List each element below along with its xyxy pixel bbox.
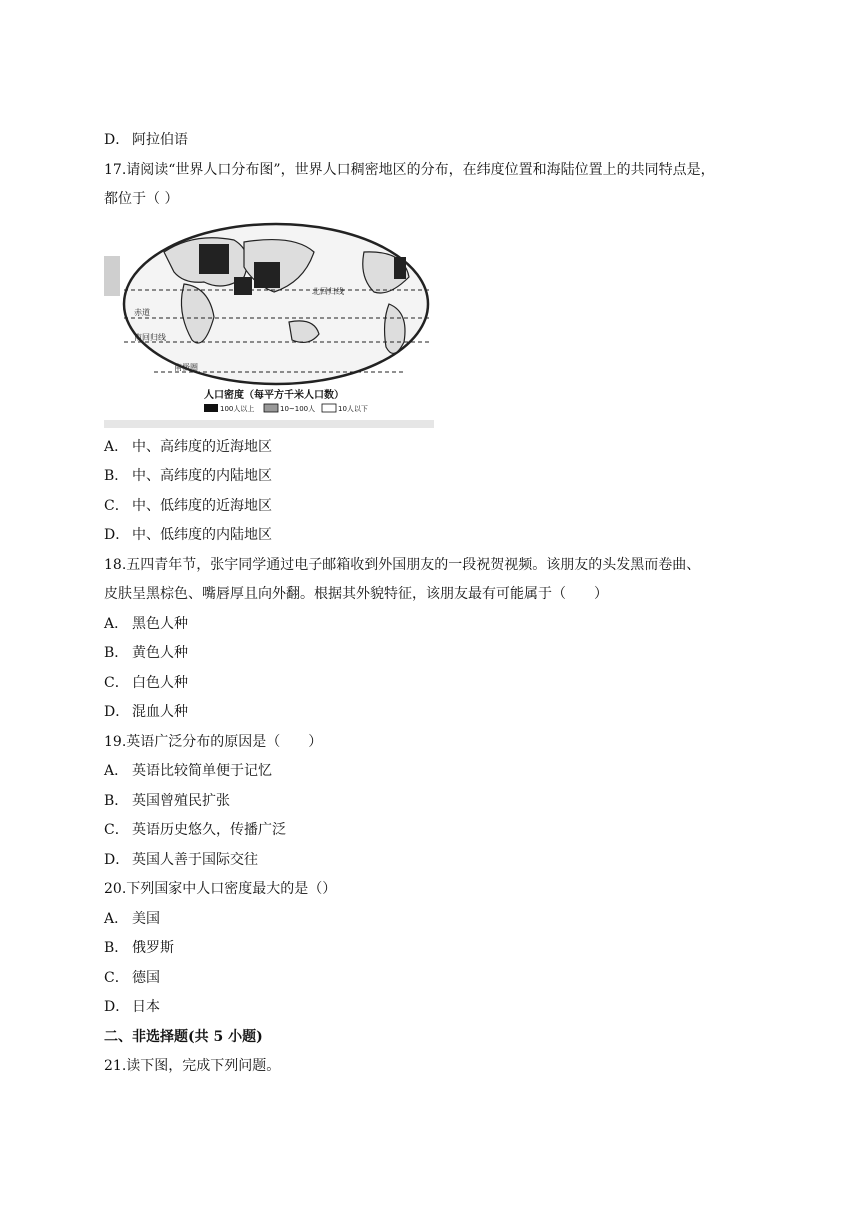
q20-option-a	[104, 909, 160, 929]
q19-option-d	[104, 850, 258, 870]
option-letter: D．	[104, 527, 130, 543]
option-text: 日本	[132, 999, 160, 1015]
q17-option-b	[104, 466, 272, 486]
option-letter: D．	[104, 132, 130, 148]
option-text: 俄罗斯	[132, 940, 174, 956]
world-population-map	[104, 222, 434, 428]
q19-stem: 19.英语广泛分布的原因是（ ）	[104, 734, 323, 750]
label-tropic-capricorn: 南回归线	[134, 333, 166, 342]
option-text: 英国曾殖民扩张	[132, 793, 230, 809]
q20-option-b	[104, 938, 174, 958]
q18-stem-line1: 18.五四青年节，张宇同学通过电子邮箱收到外国朋友的一段祝贺视频。该朋友的头发黑而卷曲、	[104, 557, 701, 573]
q18-option-d	[104, 702, 188, 722]
option-text: 英国人善于国际交往	[132, 852, 258, 868]
option-text: 中、低纬度的内陆地区	[132, 527, 272, 543]
q21-stem: 21.读下图，完成下列问题。	[104, 1058, 281, 1074]
option-letter: C．	[104, 498, 129, 514]
option-text: 白色人种	[132, 675, 188, 691]
option-text: 英语比较简单便于记忆	[132, 763, 272, 779]
q17-option-d	[104, 525, 272, 545]
option-text: 美国	[132, 911, 160, 927]
option-letter: D．	[104, 852, 130, 868]
q20-option-d	[104, 997, 160, 1017]
q19-option-a	[104, 761, 272, 781]
scan-smear	[104, 256, 120, 296]
q17-stem-line2: 都位于（ ）	[104, 191, 179, 207]
legend-swatch-mid	[264, 404, 278, 412]
legend-title: 人口密度（每平方千米人口数）	[204, 390, 344, 401]
label-antarctic: 南极圈	[174, 363, 198, 372]
option-text: 阿拉伯语	[132, 132, 188, 148]
dense-europe	[199, 244, 229, 274]
q18-option-c	[104, 673, 188, 693]
dense-na-east	[394, 257, 406, 279]
option-letter: A．	[104, 616, 129, 632]
option-text: 英语历史悠久，传播广泛	[132, 822, 286, 838]
q17-option-c	[104, 496, 272, 516]
scan-bottom-smudge	[104, 420, 434, 428]
option-letter: B．	[104, 793, 129, 809]
dense-east-asia	[254, 262, 280, 288]
legend-high: 100人以上	[220, 405, 255, 413]
option-text: 中、低纬度的近海地区	[132, 498, 272, 514]
option-text: 黄色人种	[132, 645, 188, 661]
q17-option-a	[104, 437, 272, 457]
legend-swatch-high	[204, 404, 218, 412]
option-letter: D．	[104, 704, 130, 720]
option-text: 黑色人种	[132, 616, 188, 632]
option-letter: A．	[104, 439, 129, 455]
legend-swatch-low	[322, 404, 336, 412]
option-letter: A．	[104, 911, 129, 927]
option-letter: C．	[104, 675, 129, 691]
label-tropic-cancer: 北回归线	[312, 287, 344, 296]
q18-option-a	[104, 614, 188, 634]
option-letter: A．	[104, 763, 129, 779]
option-letter: B．	[104, 468, 129, 484]
option-letter: C．	[104, 970, 129, 986]
q18-option-b	[104, 643, 188, 663]
q20-option-c	[104, 968, 160, 988]
section-heading: 二、非选择题(共 5 小题)	[104, 1029, 263, 1045]
q16-option-d	[104, 130, 188, 150]
q19-option-b	[104, 791, 230, 811]
map-figure	[104, 222, 434, 428]
legend-mid: 10~100人	[280, 405, 316, 413]
q17-stem-line1: 17.请阅读“世界人口分布图”，世界人口稠密地区的分布，在纬度位置和海陆位置上的共同特点是，	[104, 162, 715, 178]
option-letter: D．	[104, 999, 130, 1015]
option-text: 混血人种	[132, 704, 188, 720]
option-letter: C．	[104, 822, 129, 838]
legend-low: 10人以下	[338, 405, 368, 413]
q18-stem-line2: 皮肤呈黑棕色、嘴唇厚且向外翻。根据其外貌特征，该朋友最有可能属于（ ）	[104, 586, 608, 602]
q20-stem: 20.下列国家中人口密度最大的是（）	[104, 881, 337, 897]
option-letter: B．	[104, 940, 129, 956]
option-text: 中、高纬度的近海地区	[132, 439, 272, 455]
option-text: 德国	[132, 970, 160, 986]
option-letter: B．	[104, 645, 129, 661]
option-text: 中、高纬度的内陆地区	[132, 468, 272, 484]
q19-option-c	[104, 820, 286, 840]
label-equator: 赤道	[134, 308, 150, 317]
dense-south-asia	[234, 277, 252, 295]
